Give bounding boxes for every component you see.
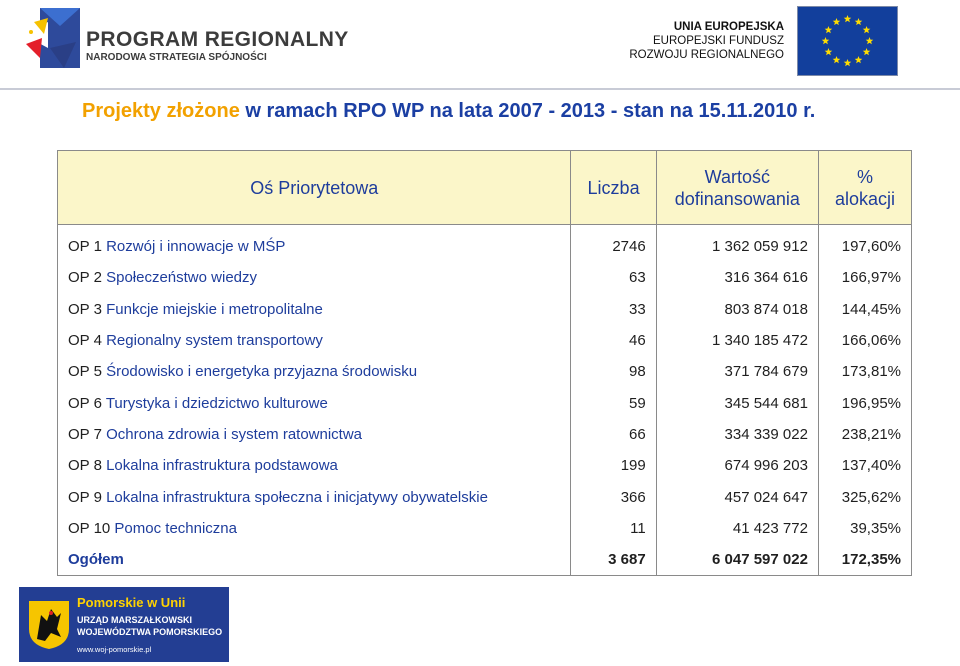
pomorskie-logo	[19, 587, 229, 662]
header-axis: Oś Priorytetowa	[58, 151, 571, 225]
row-axis-number: OP 10	[68, 519, 115, 537]
row-axis-number: OP 4	[68, 332, 107, 350]
row-axis-number: OP 6	[68, 394, 106, 412]
header-count: Liczba	[571, 151, 656, 225]
row-allocation: 173,81%	[818, 356, 911, 387]
logo-line-2: URZĄD MARSZAŁKOWSKI	[77, 615, 192, 625]
row-value: 316 364 616	[656, 262, 818, 293]
title-text: w ramach RPO WP na lata 2007 - 2013 - stan na 15.11.2010 r.	[239, 100, 816, 122]
row-axis-number: OP 9	[68, 488, 107, 506]
program-regionalny-logo	[20, 4, 82, 76]
row-axis-label: Ochrona zdrowia i system ratownictwa	[106, 425, 363, 443]
eu-line-3: ROZWOJU REGIONALNEGO	[629, 49, 784, 61]
row-axis-label: Lokalna infrastruktura społeczna i inicjatywy obywatelskie	[106, 488, 488, 506]
row-allocation: 166,06%	[818, 325, 911, 356]
row-axis-name	[58, 225, 571, 263]
logo-line-3: WOJEWÓDZTWA POMORSKIEGO	[77, 627, 223, 637]
griffin-shield-icon	[27, 599, 71, 651]
row-axis-name	[58, 387, 571, 418]
row-axis-number: OP 2	[68, 269, 107, 287]
row-axis-name	[58, 294, 571, 325]
row-axis-label: Społeczeństwo wiedzy	[106, 269, 258, 287]
table-row	[58, 419, 912, 450]
table-row	[58, 450, 912, 481]
eu-line-2: EUROPEJSKI FUNDUSZ	[653, 35, 784, 47]
row-allocation: 144,45%	[818, 294, 911, 325]
program-subtitle: NARODOWA STRATEGIA SPÓJNOŚCI	[86, 52, 267, 63]
row-axis-label: Rozwój i innowacje w MŚP	[106, 238, 286, 256]
table-row	[58, 387, 912, 418]
row-axis-number: OP 7	[68, 425, 107, 443]
row-value: 334 339 022	[656, 419, 818, 450]
row-count: 46	[571, 325, 656, 356]
row-allocation: 166,97%	[818, 262, 911, 293]
row-value: 1 362 059 912	[656, 225, 818, 263]
row-axis-label: Turystyka i dziedzictwo kulturowe	[105, 394, 328, 412]
row-axis-number: OP 3	[68, 300, 107, 318]
row-value: 371 784 679	[656, 356, 818, 387]
row-axis-number: OP 1	[68, 238, 107, 256]
program-title: PROGRAM REGIONALNY	[86, 28, 349, 51]
row-axis-name	[58, 450, 571, 481]
header-allocation: % alokacji	[818, 151, 911, 225]
table-total-row	[58, 544, 912, 576]
table-row	[58, 356, 912, 387]
row-allocation: 238,21%	[818, 419, 911, 450]
table-row	[58, 325, 912, 356]
row-value: 457 024 647	[656, 481, 818, 512]
table-row	[58, 481, 912, 512]
eu-flag-icon	[797, 6, 898, 76]
row-axis-label: Funkcje miejskie i metropolitalne	[106, 300, 323, 318]
row-value: 1 340 185 472	[656, 325, 818, 356]
row-count: 63	[571, 262, 656, 293]
table-row	[58, 225, 912, 263]
row-allocation: 197,60%	[818, 225, 911, 263]
row-count: 59	[571, 387, 656, 418]
row-axis-name	[58, 419, 571, 450]
row-count: 11	[571, 513, 656, 544]
row-allocation: 325,62%	[818, 481, 911, 512]
header-divider	[0, 88, 960, 90]
row-count: 199	[571, 450, 656, 481]
row-value: 674 996 203	[656, 450, 818, 481]
row-axis-label: Regionalny system transportowy	[106, 332, 323, 350]
row-axis-label: Lokalna infrastruktura podstawowa	[106, 457, 338, 475]
row-allocation: 39,35%	[818, 513, 911, 544]
row-axis-name	[58, 262, 571, 293]
row-axis-name	[58, 356, 571, 387]
row-count: 66	[571, 419, 656, 450]
page-header	[0, 0, 960, 80]
row-count: 98	[571, 356, 656, 387]
row-count: 366	[571, 481, 656, 512]
table-header-row	[58, 151, 912, 225]
row-value: 41 423 772	[656, 513, 818, 544]
row-allocation: 137,40%	[818, 450, 911, 481]
row-count: 33	[571, 294, 656, 325]
table-row	[58, 262, 912, 293]
logo-url: www.woj-pomorskie.pl	[77, 645, 152, 654]
row-allocation: 196,95%	[818, 387, 911, 418]
row-axis-name	[58, 481, 571, 512]
row-value: 345 544 681	[656, 387, 818, 418]
total-value: 6 047 597 022	[656, 544, 818, 576]
eu-line-1: UNIA EUROPEJSKA	[673, 21, 784, 33]
row-axis-number: OP 5	[68, 363, 107, 381]
total-count: 3 687	[571, 544, 656, 576]
table-row	[58, 294, 912, 325]
title-highlight: Projekty złożone	[82, 100, 240, 122]
page-title	[82, 100, 815, 123]
eu-fund-text	[629, 20, 784, 62]
row-value: 803 874 018	[656, 294, 818, 325]
row-axis-label: Pomoc techniczna	[114, 519, 237, 537]
row-axis-label: Środowisko i energetyka przyjazna środowisku	[106, 363, 418, 381]
row-axis-name	[58, 513, 571, 544]
row-axis-number: OP 8	[68, 457, 107, 475]
logo-title: Pomorskie w Unii	[77, 595, 186, 610]
total-label: Ogółem	[58, 544, 571, 576]
row-count: 2746	[571, 225, 656, 263]
header-value: Wartość dofinansowania	[656, 151, 818, 225]
row-axis-name	[58, 325, 571, 356]
projects-table	[57, 150, 912, 576]
table-row	[58, 513, 912, 544]
total-allocation: 172,35%	[818, 544, 911, 576]
